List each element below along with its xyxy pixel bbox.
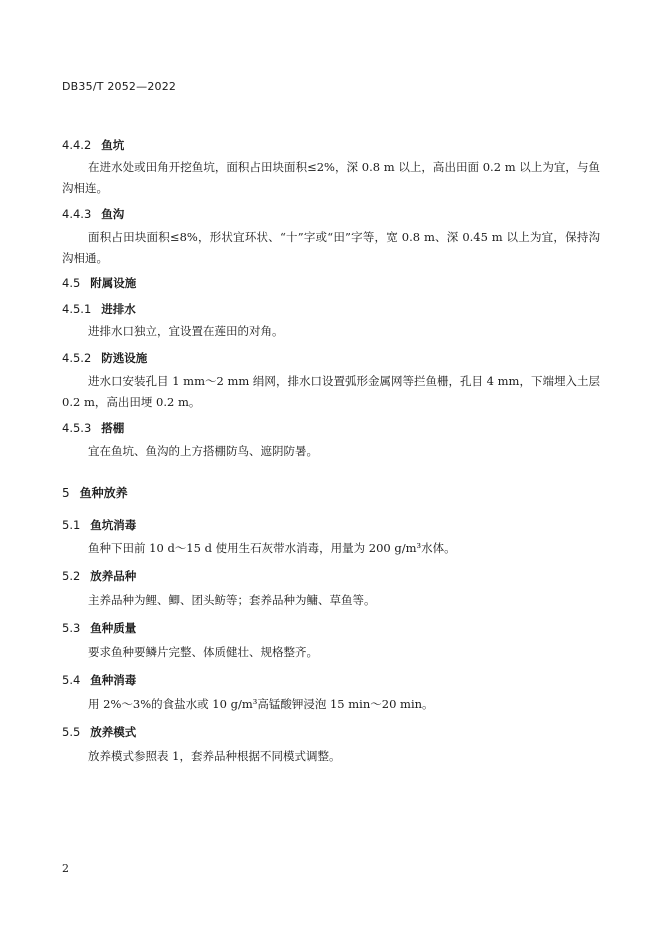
heading-number: 4.5.2 bbox=[62, 351, 92, 365]
heading-title: 放养品种 bbox=[90, 569, 137, 583]
heading-title: 搭棚 bbox=[101, 421, 125, 435]
heading-5-3 bbox=[62, 620, 136, 636]
paragraph-4-5-3: 宜在鱼坑、鱼沟的上方搭棚防鸟、遮阴防暑。 bbox=[88, 444, 318, 458]
heading-number: 4.5 bbox=[62, 276, 81, 290]
paragraph-5-3: 要求鱼种要鳞片完整、体质健壮、规格整齐。 bbox=[88, 645, 318, 659]
heading-number: 5.4 bbox=[62, 673, 81, 687]
heading-5-1 bbox=[62, 517, 136, 533]
heading-4-4-3 bbox=[62, 206, 124, 222]
paragraph-5-2: 主养品种为鲤、鲫、团头鲂等；套养品种为鳙、草鱼等。 bbox=[88, 593, 376, 607]
heading-number: 4.5.3 bbox=[62, 421, 92, 435]
heading-number: 4.4.3 bbox=[62, 207, 92, 221]
heading-number: 5.3 bbox=[62, 621, 81, 635]
heading-5-4 bbox=[62, 672, 136, 688]
paragraph-4-4-2: 在进水处或田角开挖鱼坑，面积占田块面积≤2%，深 0.8 m 以上，高出田面 0.2 m 以上为宜，与鱼沟相连。 bbox=[62, 160, 600, 195]
heading-4-5-3 bbox=[62, 420, 124, 436]
heading-number: 4.5.1 bbox=[62, 302, 92, 316]
heading-4-5 bbox=[62, 275, 136, 291]
heading-title: 防逃设施 bbox=[101, 351, 148, 365]
heading-5-2 bbox=[62, 568, 136, 584]
heading-title: 鱼种质量 bbox=[90, 621, 137, 635]
paragraph-5-5: 放养模式参照表 1，套养品种根据不同模式调整。 bbox=[88, 749, 341, 763]
paragraph-5-4: 用 2%～3%的食盐水或 10 g/m³高锰酸钾浸泡 15 min～20 min。 bbox=[88, 697, 434, 711]
heading-4-4-2 bbox=[62, 137, 124, 153]
heading-4-5-1 bbox=[62, 301, 136, 317]
page-number: 2 bbox=[62, 862, 69, 875]
heading-number: 5.2 bbox=[62, 569, 81, 583]
paragraph-4-5-2: 进水口安装孔目 1 mm～2 mm 绢网，排水口设置弧形金属网等拦鱼栅，孔目 4 mm，下端埋入土层 0.2 m，高出田埂 0.2 m。 bbox=[62, 374, 600, 409]
heading-4-5-2 bbox=[62, 350, 147, 366]
heading-title: 鱼种消毒 bbox=[90, 673, 137, 687]
heading-title: 放养模式 bbox=[90, 725, 137, 739]
heading-number: 5.1 bbox=[62, 518, 81, 532]
heading-title: 进排水 bbox=[101, 302, 136, 316]
heading-title: 鱼坑 bbox=[101, 138, 125, 152]
heading-title: 鱼沟 bbox=[101, 207, 125, 221]
heading-title: 鱼种放养 bbox=[79, 486, 128, 500]
heading-5-5 bbox=[62, 724, 136, 740]
heading-number: 5 bbox=[62, 486, 70, 500]
heading-title: 鱼坑消毒 bbox=[90, 518, 137, 532]
standard-code: DB35/T 2052—2022 bbox=[62, 80, 177, 93]
heading-5 bbox=[62, 484, 128, 501]
paragraph-4-5-1: 进排水口独立，宜设置在莲田的对角。 bbox=[88, 324, 284, 338]
heading-number: 4.4.2 bbox=[62, 138, 92, 152]
paragraph-5-1: 鱼种下田前 10 d～15 d 使用生石灰带水消毒，用量为 200 g/m³水体。 bbox=[88, 541, 456, 555]
heading-number: 5.5 bbox=[62, 725, 81, 739]
heading-title: 附属设施 bbox=[90, 276, 137, 290]
paragraph-4-4-3: 面积占田块面积≤8%，形状宜环状、“十”字或“田”字等，宽 0.8 m、深 0.45 m 以上为宜，保持沟沟相通。 bbox=[62, 230, 600, 265]
